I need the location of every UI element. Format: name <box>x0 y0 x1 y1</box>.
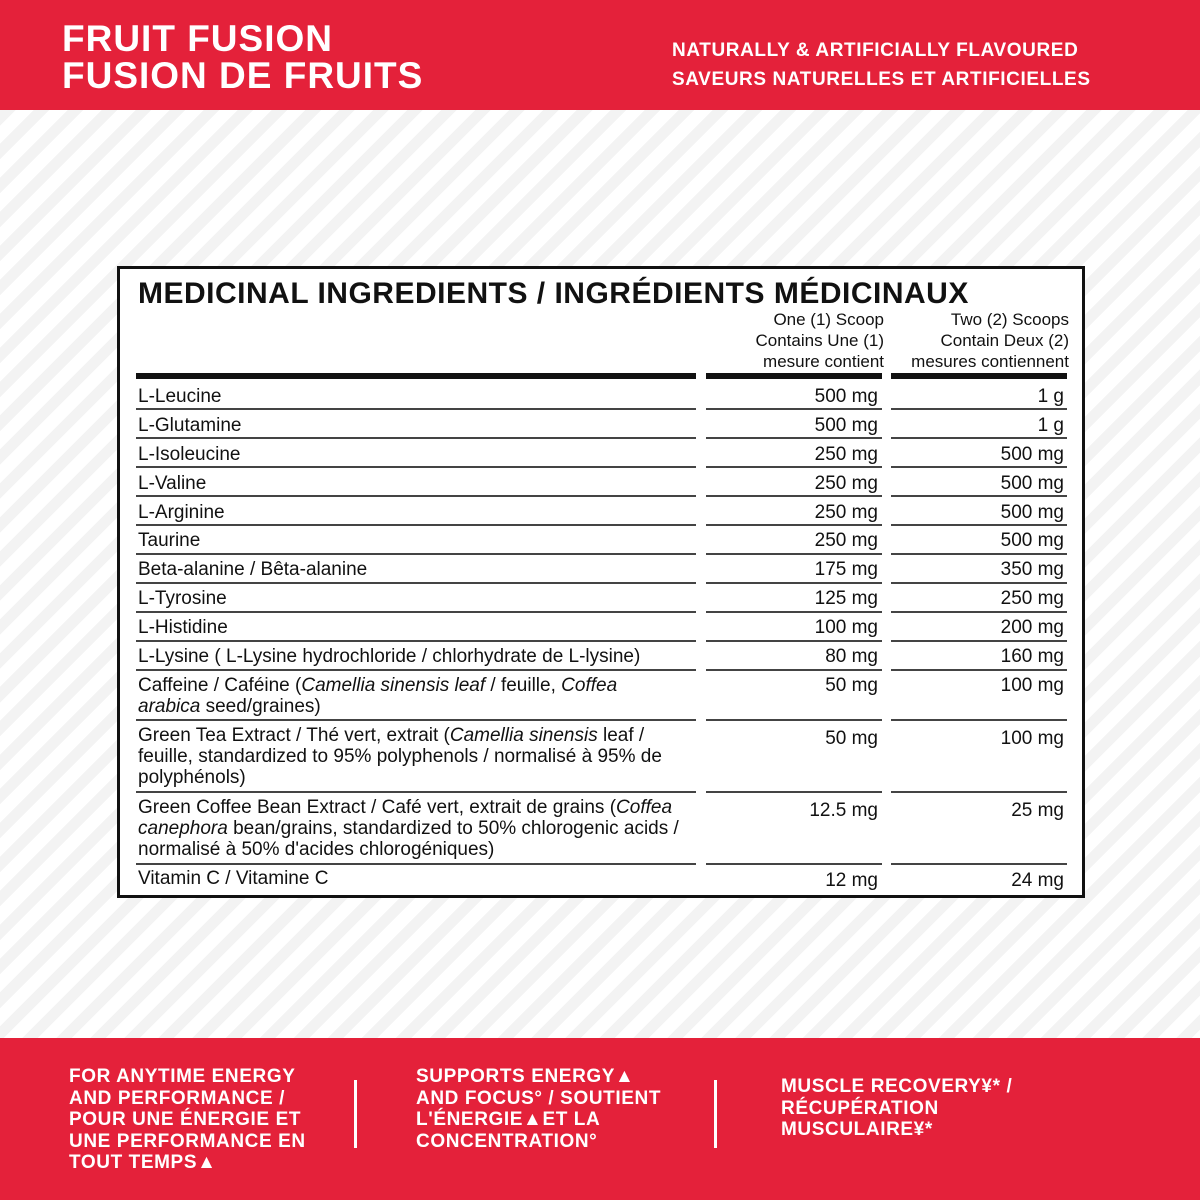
amount-one-scoop: 80 mg <box>825 646 878 667</box>
row-divider <box>706 408 882 410</box>
column-header-line: One (1) Scoop <box>773 310 884 329</box>
name-part: / feuille, <box>485 675 562 696</box>
ingredient-name: Vitamin C / Vitamine C <box>138 868 329 889</box>
row-divider <box>891 408 1067 410</box>
amount-two-scoops: 200 mg <box>1000 617 1064 638</box>
ingredient-name: Beta-alanine / Bêta-alanine <box>138 559 368 580</box>
row-divider <box>706 524 882 526</box>
amount-two-scoops: 160 mg <box>1000 646 1064 667</box>
row-divider <box>891 719 1067 721</box>
row-divider <box>706 495 882 497</box>
amount-two-scoops: 500 mg <box>1000 502 1064 523</box>
ingredient-name: L-Histidine <box>138 617 228 638</box>
name-part: bean/grains, standardized to 50% chlorogenic acids / normalisé à 50% d'acides chlorogéniques) <box>138 818 679 860</box>
amount-two-scoops: 1 g <box>1037 386 1064 407</box>
ingredient-name: L-Glutamine <box>138 415 242 436</box>
amount-one-scoop: 100 mg <box>814 617 878 638</box>
amount-two-scoops: 350 mg <box>1000 559 1064 580</box>
row-divider <box>706 437 882 439</box>
amount-one-scoop: 50 mg <box>825 675 878 696</box>
row-divider <box>136 408 696 410</box>
flavour-claim-en: NATURALLY & ARTIFICIALLY FLAVOURED <box>672 40 1079 61</box>
name-part-latin: Coffea canephora <box>138 797 673 839</box>
header-rule-name <box>136 373 696 379</box>
row-divider <box>891 553 1067 555</box>
flavour-name-en: FRUIT FUSION <box>62 18 333 59</box>
amount-one-scoop: 12.5 mg <box>809 800 878 821</box>
row-divider <box>136 553 696 555</box>
row-divider <box>891 582 1067 584</box>
claim-energy-performance: FOR ANYTIME ENERGY AND PERFORMANCE / POUR UNE ÉNERGIE ET UNE PERFORMANCE EN TOUT TEMPS▲ <box>69 1066 306 1173</box>
amount-one-scoop: 250 mg <box>814 473 878 494</box>
amount-one-scoop: 12 mg <box>825 870 878 891</box>
ingredient-name: L-Arginine <box>138 502 225 523</box>
amount-one-scoop: 500 mg <box>814 415 878 436</box>
amount-one-scoop: 250 mg <box>814 530 878 551</box>
name-part: Green Coffee Bean Extract / Café vert, extrait de grains ( <box>138 797 617 818</box>
row-divider <box>891 437 1067 439</box>
amount-two-scoops: 500 mg <box>1000 530 1064 551</box>
claims-divider <box>354 1080 357 1148</box>
amount-two-scoops: 24 mg <box>1011 870 1064 891</box>
amount-two-scoops: 500 mg <box>1000 473 1064 494</box>
row-divider <box>706 669 882 671</box>
flavour-name-fr: FUSION DE FRUITS <box>62 55 424 96</box>
column-header-two-scoops <box>879 309 1069 372</box>
row-divider <box>136 791 696 793</box>
amount-two-scoops: 1 g <box>1037 415 1064 436</box>
panel-title: MEDICINAL INGREDIENTS / INGRÉDIENTS MÉDICINAUX <box>138 277 969 310</box>
row-divider <box>706 582 882 584</box>
amount-one-scoop: 175 mg <box>814 559 878 580</box>
amount-two-scoops: 500 mg <box>1000 444 1064 465</box>
ingredient-name: L-Valine <box>138 473 207 494</box>
ingredient-name: L-Tyrosine <box>138 588 227 609</box>
row-divider <box>136 719 696 721</box>
row-divider <box>136 495 696 497</box>
flavour-name <box>62 20 423 94</box>
row-divider <box>706 466 882 468</box>
amount-two-scoops: 100 mg <box>1000 728 1064 749</box>
ingredient-name: L-Lysine ( L-Lysine hydrochloride / chlorhydrate de L-lysine) <box>138 646 641 667</box>
row-divider <box>706 791 882 793</box>
ingredient-name <box>138 797 708 860</box>
row-divider <box>891 611 1067 613</box>
row-divider <box>136 524 696 526</box>
row-divider <box>706 611 882 613</box>
row-divider <box>706 553 882 555</box>
row-divider <box>136 611 696 613</box>
ingredient-name: L-Isoleucine <box>138 444 241 465</box>
amount-two-scoops: 25 mg <box>1011 800 1064 821</box>
ingredient-name <box>138 725 693 788</box>
row-divider <box>706 863 882 865</box>
row-divider <box>706 719 882 721</box>
claim-energy-focus: SUPPORTS ENERGY▲ AND FOCUS° / SOUTIENT L'ÉNERGIE▲ET LA CONCENTRATION° <box>416 1066 662 1152</box>
row-divider <box>136 640 696 642</box>
name-part: Caffeine / Caféine ( <box>138 675 302 696</box>
ingredient-name: L-Leucine <box>138 386 222 407</box>
name-part: leaf / feuille, standardized to 95% polyphenols / normalisé à 95% de polyphénols) <box>138 725 662 788</box>
name-part-latin: Camellia sinensis <box>449 725 598 746</box>
amount-one-scoop: 250 mg <box>814 444 878 465</box>
flavour-claim-fr: SAVEURS NATURELLES ET ARTIFICIELLES <box>672 69 1091 90</box>
header-band <box>0 0 1200 110</box>
row-divider <box>136 466 696 468</box>
amount-one-scoop: 125 mg <box>814 588 878 609</box>
row-divider <box>706 640 882 642</box>
amount-one-scoop: 250 mg <box>814 502 878 523</box>
row-divider <box>136 437 696 439</box>
name-part-latin: Coffea arabica <box>138 675 618 717</box>
name-part-latin: Camellia sinensis leaf <box>301 675 486 696</box>
row-divider <box>136 669 696 671</box>
amount-one-scoop: 50 mg <box>825 728 878 749</box>
row-divider <box>136 863 696 865</box>
name-part: seed/graines) <box>200 696 321 717</box>
column-header-line: mesure contient <box>763 352 884 371</box>
row-divider <box>891 524 1067 526</box>
name-part: Green Tea Extract / Thé vert, extrait ( <box>138 725 450 746</box>
header-rule-one <box>706 373 882 379</box>
row-divider <box>891 669 1067 671</box>
header-rule-two <box>891 373 1067 379</box>
column-header-line: Contains Une (1) <box>755 331 884 350</box>
amount-two-scoops: 250 mg <box>1000 588 1064 609</box>
row-divider <box>891 466 1067 468</box>
row-divider <box>136 582 696 584</box>
flavour-claim <box>672 36 1091 94</box>
ingredient-name: Taurine <box>138 530 201 551</box>
row-divider <box>891 791 1067 793</box>
medicinal-ingredients-panel <box>117 266 1085 898</box>
column-header-line: Contain Deux (2) <box>940 331 1069 350</box>
column-header-one-scoop <box>704 309 884 372</box>
column-header-line: Two (2) Scoops <box>950 310 1069 329</box>
column-header-line: mesures contiennent <box>911 352 1069 371</box>
claim-muscle-recovery: MUSCLE RECOVERY¥* / RÉCUPÉRATION MUSCULAIRE¥* <box>781 1076 1013 1140</box>
amount-one-scoop: 500 mg <box>814 386 878 407</box>
amount-two-scoops: 100 mg <box>1000 675 1064 696</box>
claims-divider <box>714 1080 717 1148</box>
ingredient-name <box>138 675 668 717</box>
row-divider <box>891 863 1067 865</box>
row-divider <box>891 640 1067 642</box>
row-divider <box>891 495 1067 497</box>
